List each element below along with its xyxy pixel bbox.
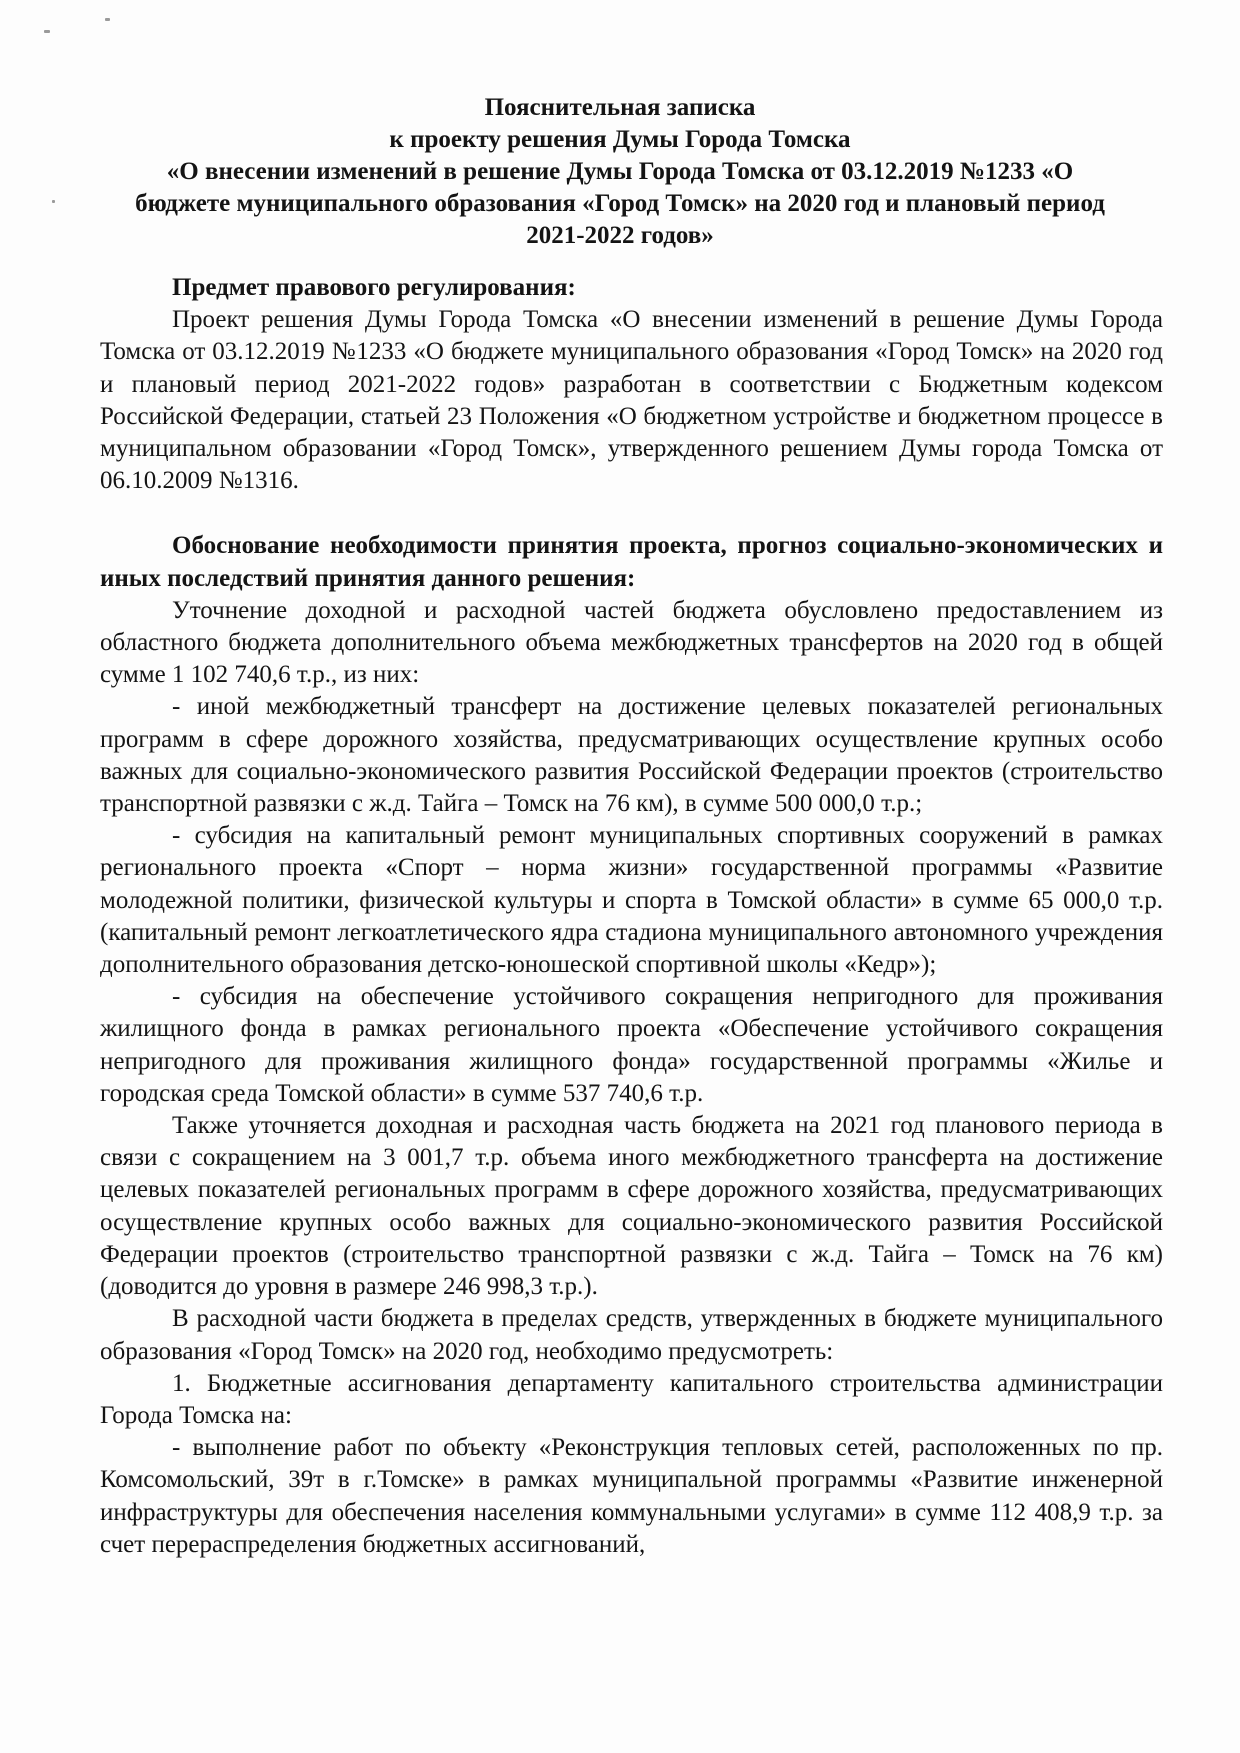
title-line: 2021-2022 годов» [526, 222, 714, 249]
title-line: бюджете муниципального образования «Город Томск» на 2020 год и плановый период [135, 190, 1105, 217]
scan-speck [44, 30, 50, 33]
title-line: «О внесении изменений в решение Думы Города Томска от 03.12.2019 №1233 «О [166, 158, 1074, 185]
justification-paragraph: Уточнение доходной и расходной частей бюджета обусловлено предоставлением из областного бюджета дополнительного объема межбюджетных трансфертов на 2020 год в общей сумме 1 102 740,6 т.р., из них: [100, 596, 1163, 689]
works-list-item: - выполнение работ по объекту «Реконструкция тепловых сетей, расположенных по пр. Комсомольский, 39т в г.Томске» в рамках муниципальной программы «Развитие инженерной инфраструктуры для обеспечения населения коммунальными услугами» в сумме 112 408,9 т.р. за счет перераспределения бюджетных ассигнований, [100, 1434, 1163, 1558]
scan-speck [52, 200, 55, 203]
transfer-list-item: - субсидия на обеспечение устойчивого сокращения непригодного для проживания жилищного фонда в рамках регионального проекта «Обеспечение устойчивого сокращения непригодного для проживания жилищного фонда» государственной программы «Жилье и городская среда Томской области» в сумме 537 740,6 т.р. [100, 983, 1163, 1107]
justification-paragraph: Также уточняется доходная и расходная часть бюджета на 2021 год планового периода в связи с сокращением на 3 001,7 т.р. объема иного межбюджетного трансферта на достижение целевых показателей региональных программ в сфере дорожного хозяйства, предусматривающих осуществление крупных особо важных для социально-экономического развития Российской Федерации проектов (строительство транспортной развязки с ж.д. Тайга – Томск на 76 км) (доводится до уровня в размере 246 998,3 т.р.). [100, 1112, 1163, 1301]
title-line: к проекту решения Думы Города Томска [389, 126, 851, 153]
section-heading-justification: Обоснование необходимости принятия проекта, прогноз социально-экономических и иных последствий принятия данного решения: [100, 532, 1163, 592]
transfer-list-item: - субсидия на капитальный ремонт муниципальных спортивных сооружений в рамках регионального проекта «Спорт – норма жизни» государственной программы «Развитие молодежной политики, физической культуры и спорта в Томской области» в сумме 65 000,0 т.р. (капитальный ремонт легкоатлетического ядра стадиона муниципального автономного учреждения дополнительного образования детско-юношеской спортивной школы «Кедр»); [100, 822, 1163, 979]
scan-speck [105, 18, 110, 21]
section-heading-subject: Предмет правового регулирования: [172, 274, 576, 301]
transfer-list-item: - иной межбюджетный трансферт на достижение целевых показателей региональных программ в сфере дорожного хозяйства, предусматривающих осуществление крупных особо важных для социально-экономического развития Российской Федерации проектов (строительство транспортной развязки с ж.д. Тайга – Томск на 76 км), в сумме 500 000,0 т.р.; [100, 693, 1163, 818]
justification-paragraph: В расходной части бюджета в пределах средств, утвержденных в бюджете муниципального образования «Город Томск» на 2020 год, необходимо предусмотреть: [100, 1305, 1163, 1365]
document-body [100, 272, 1163, 1561]
subject-paragraph: Проект решения Думы Города Томска «О внесении изменений в решение Думы Города Томска от 03.12.2019 №1233 «О бюджете муниципального образования «Город Томск» на 2020 год и плановый период 2021-2022 годов» разработан в соответствии с Бюджетным кодексом Российской Федерации, статьей 23 Положения «О бюджетном устройстве и бюджетном процессе в муниципальном образовании «Город Томск», утвержденного решением Думы города Томска от 06.10.2009 №1316. [100, 306, 1163, 495]
numbered-item: 1. Бюджетные ассигнования департаменту капитального строительства администрации Города Томска на: [100, 1369, 1163, 1429]
document-title [90, 92, 1150, 252]
title-line: Пояснительная записка [484, 94, 756, 121]
